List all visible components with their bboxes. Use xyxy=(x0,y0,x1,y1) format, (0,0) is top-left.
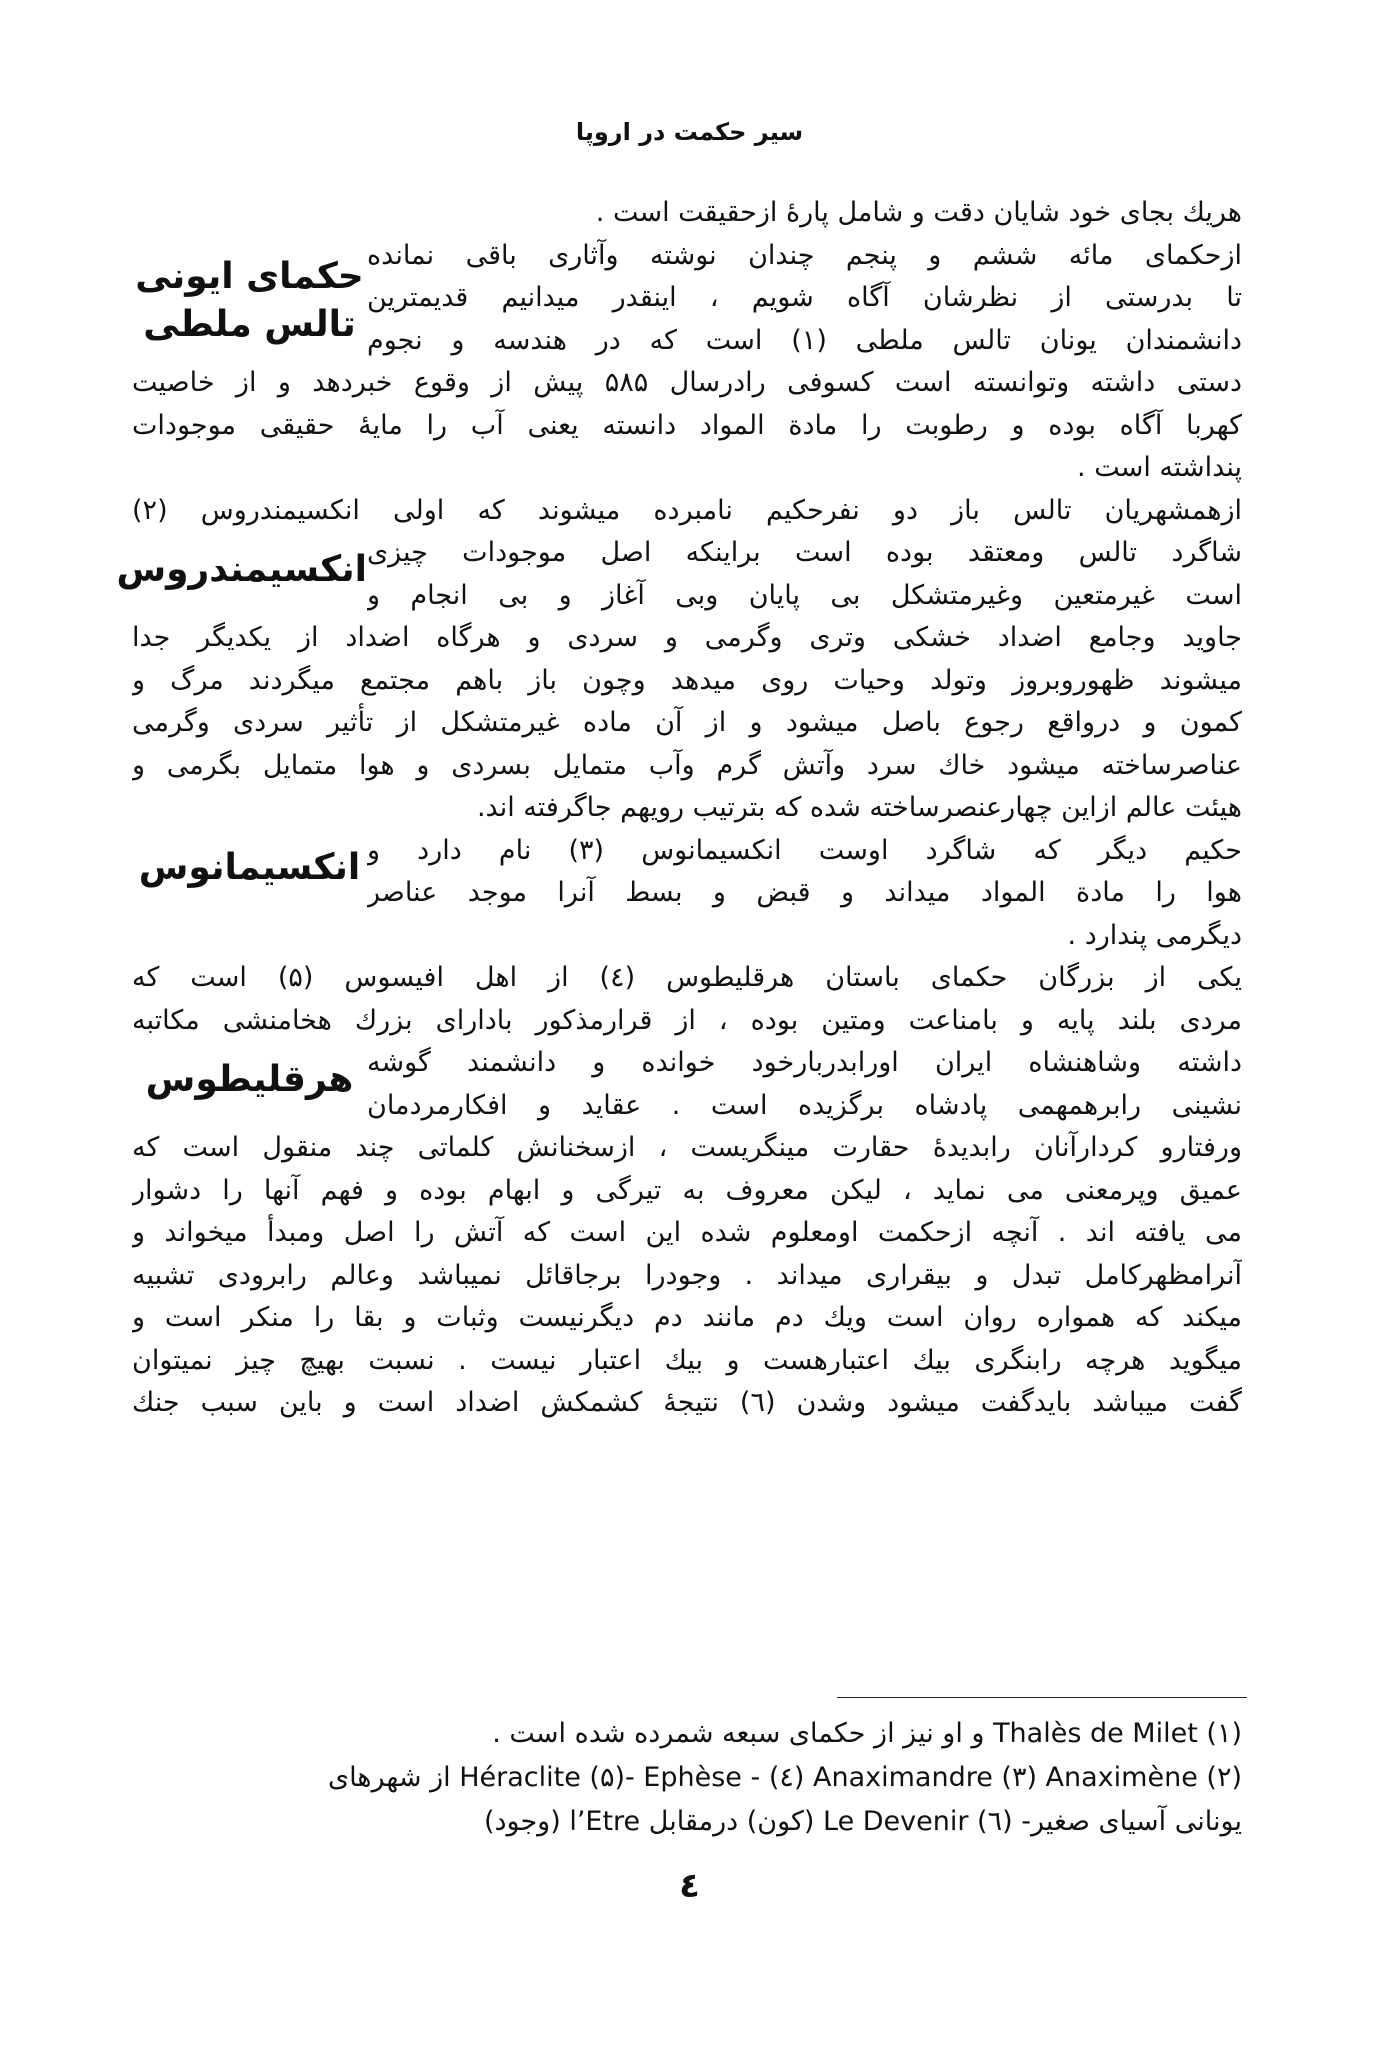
footnote: (۲) Anaximandre (۳) Anaximène (٤) - Héraclite (۵)- Ephèse از شهرهای xyxy=(327,1762,1242,1793)
text-line: هوا را مادة المواد میداند و قبض و بسط آنرا موجد عناصر xyxy=(367,877,1242,908)
section-anaximander xyxy=(116,532,1242,617)
text-line: آنرامظهرکامل تبدل و بیقراری میداند . وجودرا برجاقائل نمیباشد وعالم رابرودی تشبیه xyxy=(132,1259,1242,1291)
text-line: دیگرمی پندارد . xyxy=(1067,919,1242,951)
page-number: ٤ xyxy=(679,1866,700,1906)
text-line: تا بدرستی از نظرشان آگاه شویم ، اینقدر میدانیم قدیمترین xyxy=(367,282,1242,313)
text-line: کهربا آگاه بوده و رطوبت را مادة المواد دانسته یعنی آب را مایهٔ حقیقی موجودات xyxy=(132,409,1242,441)
paragraph xyxy=(367,532,1242,617)
margin-heading: انکسیمندروس xyxy=(116,549,367,590)
text-line: جاوید وجامع اضداد خشکی وتری وگرمی و سردی و هرگاه اضداد از یکدیگر جدا xyxy=(132,622,1242,653)
footnote-divider xyxy=(837,1697,1247,1698)
text-line: می یافته اند . آنچه ازحکمت اومعلوم شده این است که آتش را اصل ومبدأ میخواند و xyxy=(132,1217,1242,1248)
margin-heading xyxy=(132,235,367,363)
text-line: ازحکمای مائه ششم و پنجم چندان نوشته وآثاری باقی نمانده xyxy=(367,239,1242,271)
running-header: سیر حکمت در اروپا xyxy=(575,118,804,146)
footnote: یونانی آسیای صغیر- (٦) Le Devenir (کون) درمقابل l’Etre (وجود) xyxy=(483,1806,1242,1837)
section-heraclitus xyxy=(132,1042,1242,1127)
text-line: شاگرد تالس ومعتقد بوده است براینکه اصل موجودات چیزی xyxy=(367,537,1242,568)
text-line: پنداشته است . xyxy=(1077,452,1242,483)
text-line: نشینی رابرهمهمی پادشاه برگزیده است . عقاید و افکارمردمان xyxy=(367,1089,1242,1121)
margin-heading-line: تالس ملطی xyxy=(143,303,356,345)
text-line: است غیرمتعین وغیرمتشکل بی پایان وبی آغاز و بی انجام و xyxy=(367,579,1242,611)
text-line: دانشمندان یونان تالس ملطی (۱) است که در هندسه و نجوم xyxy=(367,324,1242,356)
text-line: میکند که همواره روان است ویك دم مانند دم دیگرنیست وثبات و بقا را منکر است و xyxy=(132,1302,1242,1333)
section-ionian xyxy=(132,235,1242,363)
text-line: یکی از بزرگان حکمای باستان هرقلیطوس (٤) از اهل افیسوس (۵) است که xyxy=(132,962,1242,993)
text-line: عمیق وپرمعنی می نماید ، لیکن معروف به تیرگی و ابهام بوده و فهم آنها را دشوار xyxy=(132,1174,1242,1206)
text-line: دستی داشته وتوانسته است کسوفی رادرسال ۵۸۵ پیش از وقوع خبردهد و از خاصیت xyxy=(132,367,1242,398)
paragraph xyxy=(367,1042,1242,1127)
text-line: گفت میباشد بایدگفت میشود وشدن (٦) نتیجهٔ کشمکش اضداد است و باین سبب جنك xyxy=(132,1387,1242,1418)
text-line: کمون و درواقع رجوع باصل میشود و از آن ماده غیرمتشکل از تأثیر سردی وگرمی xyxy=(132,707,1242,738)
text-line: ازهمشهریان تالس باز دو نفرحکیم نامبرده میشوند که اولی انکسیمندروس (۲) xyxy=(132,494,1242,526)
text-line: هیئت عالم ازاین چهارعنصرساخته شده که بترتیب رویهم جاگرفته اند. xyxy=(476,792,1242,823)
margin-heading-line: حکمای ایونی xyxy=(135,255,364,297)
paragraph xyxy=(367,235,1242,363)
margin-heading: هرقلیطوس xyxy=(145,1059,354,1100)
margin-heading: انکسیمانوس xyxy=(138,846,361,888)
footnote: (۱) Thalès de Milet و او نیز از حکمای سبعه شمرده شده است . xyxy=(492,1718,1242,1749)
paragraph xyxy=(367,830,1242,915)
text-line: داشته وشاهنشاه ایران اورابدربارخود خوانده و دانشمند گوشه xyxy=(367,1047,1242,1078)
text-line: مردی بلند پایه و بامناعت ومتین بوده ، از قرارمذکور بادارای بزرك هخامنشی مکاتبه xyxy=(132,1004,1242,1036)
text-line: میشوند ظهوروبروز وتولد وحیات روی میدهد وچون باز باهم مجتمع میگردند مرگ و xyxy=(132,664,1242,696)
text-line: عناصرساخته میشود خاك سرد وآتش گرم وآب متمایل بسردی و هوا متمایل بگرمی و xyxy=(132,749,1242,781)
text-line: ورفتارو کردارآنان رابدیدهٔ حقارت مینگریست ، ازسخنانش کلماتی چند منقول است که xyxy=(132,1132,1242,1163)
text-line: میگوید هرچه رابنگری بیك اعتبارهست و بیك اعتبار نیست . نسبت بهیچ چیز نمیتوان xyxy=(132,1344,1242,1376)
footnotes xyxy=(132,1712,1242,1844)
text-line: حکیم دیگر که شاگرد اوست انکسیمانوس (۳) نام دارد و xyxy=(367,834,1242,866)
text-line: هریك بجای خود شایان دقت و شامل پارهٔ ازحقیقت است . xyxy=(595,197,1242,228)
body-text xyxy=(116,192,1242,1425)
section-anaximenes xyxy=(132,830,1242,915)
